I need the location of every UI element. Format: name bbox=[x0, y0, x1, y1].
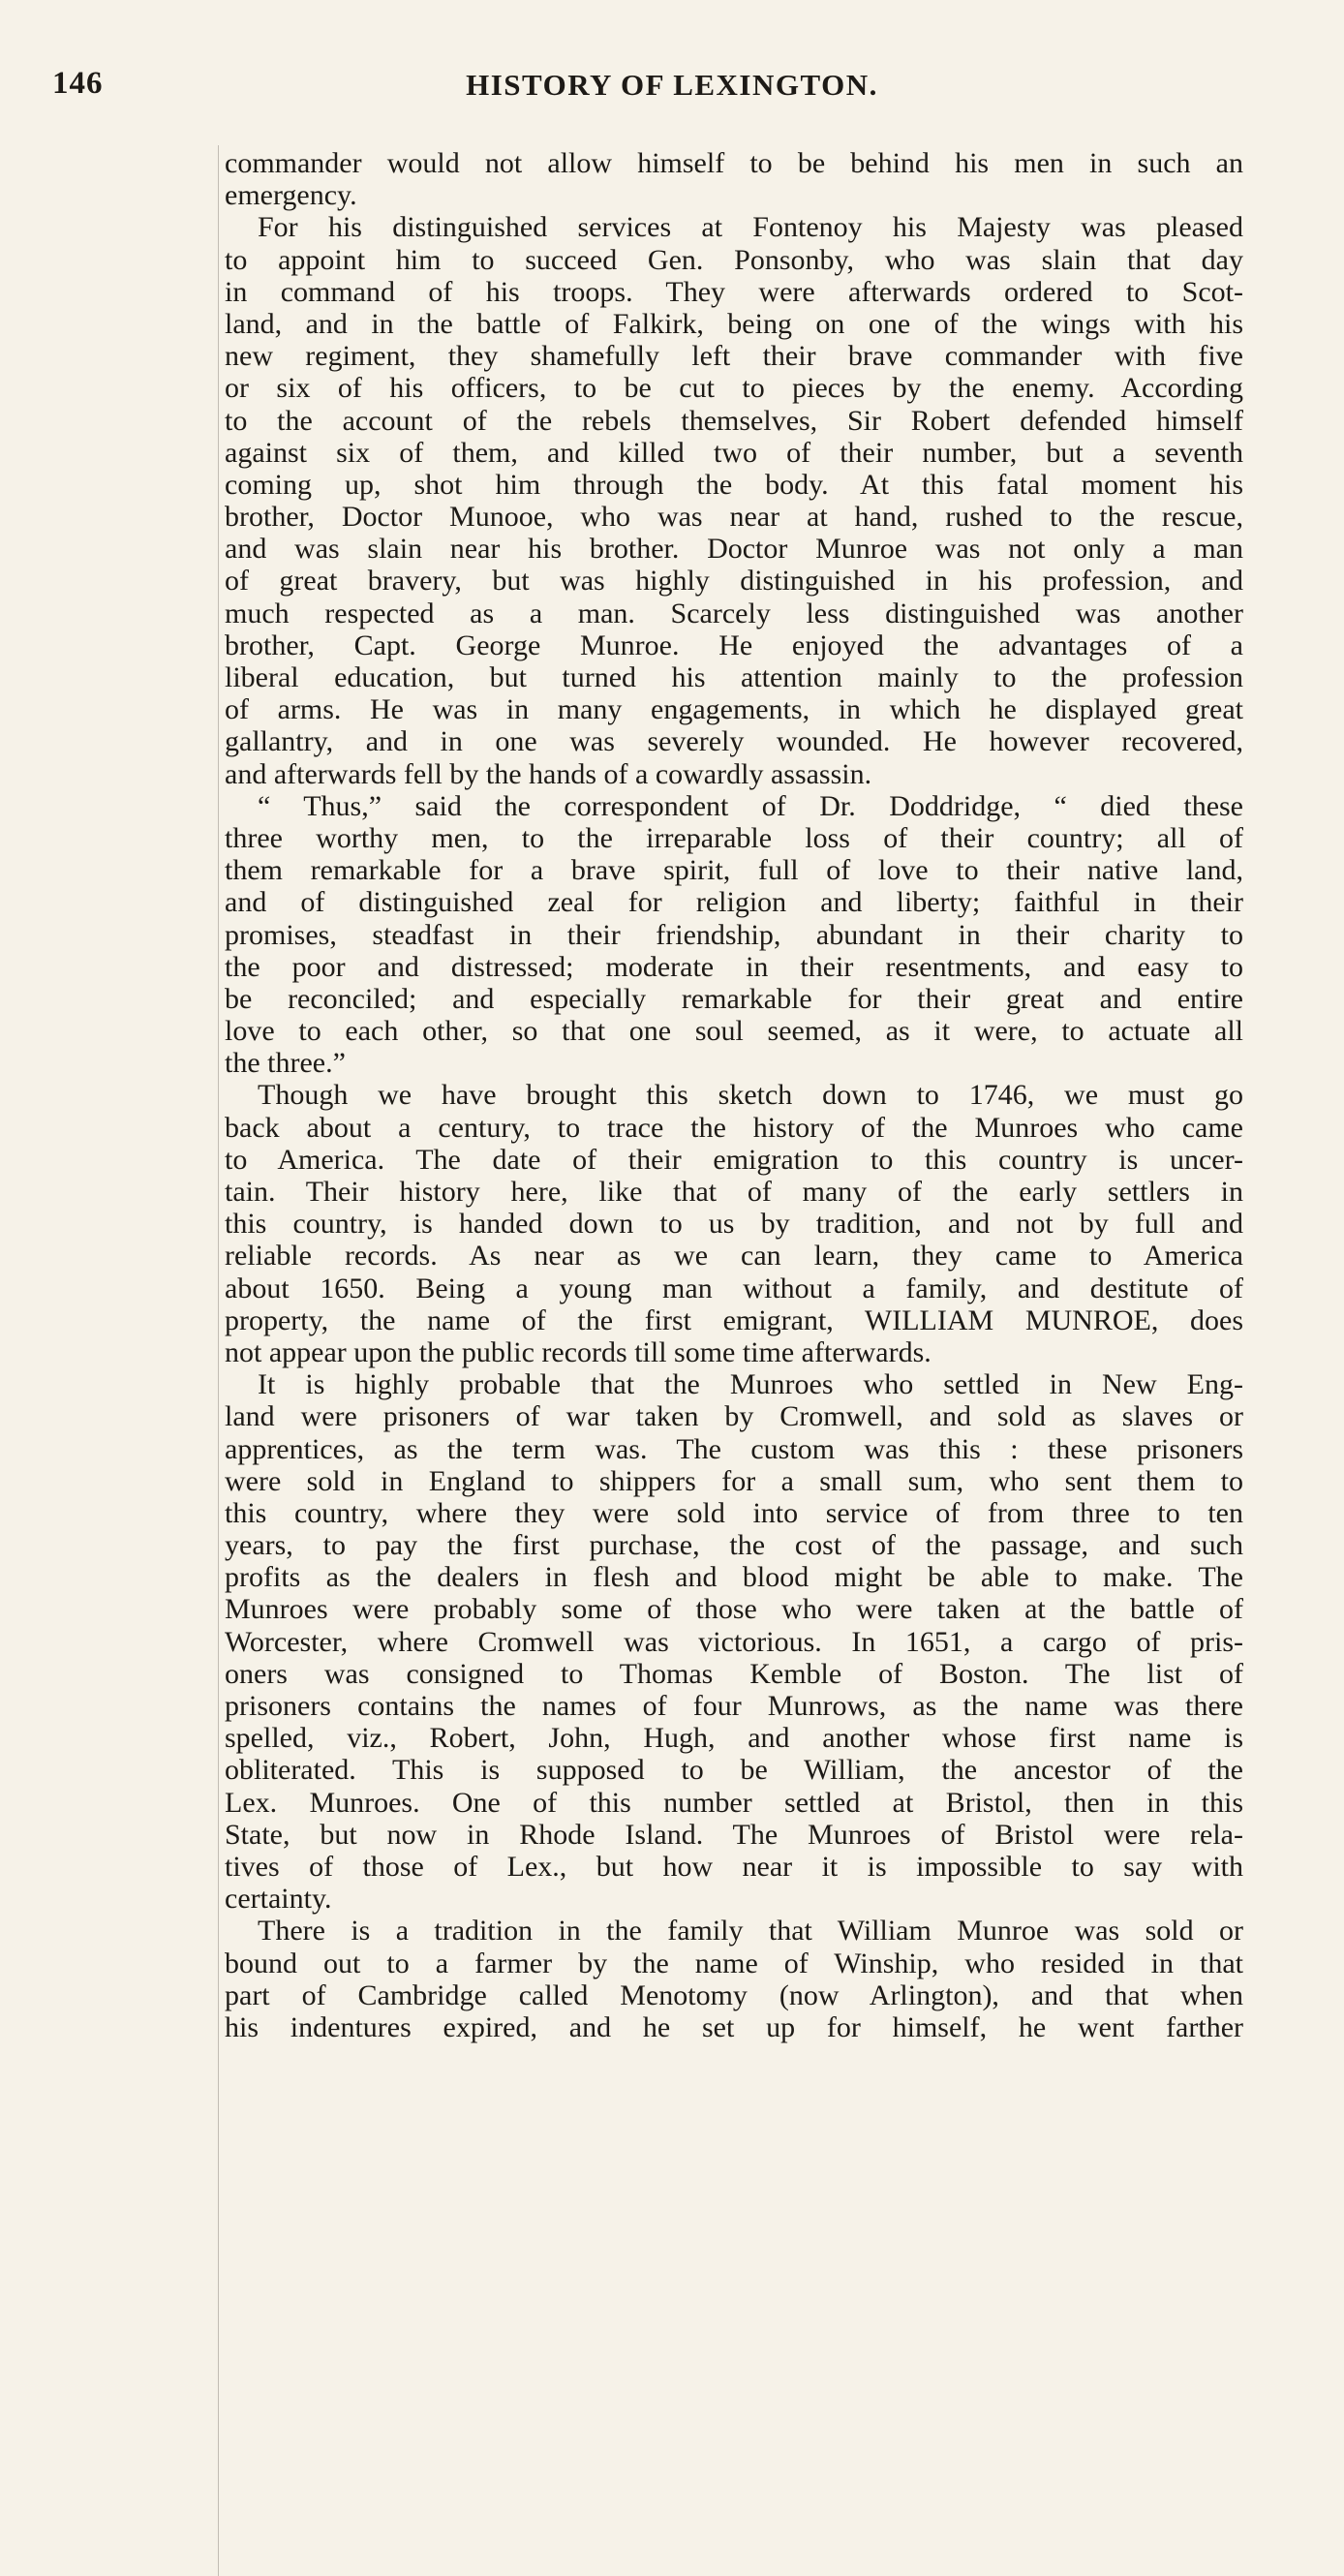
text-line: about 1650. Being a young man without a family, and destitute of bbox=[225, 1272, 1243, 1304]
text-line: obliterated. This is supposed to be William, the ancestor of the bbox=[225, 1754, 1243, 1787]
text-line: this country, is handed down to us by tradition, and not by full and bbox=[225, 1208, 1243, 1241]
text-line: them remarkable for a brave spirit, full of love to their native land, bbox=[225, 854, 1243, 887]
text-line: back about a century, to trace the history of the Munroes who came bbox=[225, 1111, 1243, 1144]
text-line: or six of his officers, to be cut to pieces by the enemy. According bbox=[225, 372, 1243, 405]
text-line: his indentures expired, and he set up for himself, he went farther bbox=[225, 2010, 1243, 2043]
text-line: this country, where they were sold into service of from three to ten bbox=[225, 1496, 1243, 1529]
text-line: State, but now in Rhode Island. The Munroes of Bristol were rela- bbox=[225, 1818, 1243, 1851]
text-line: bound out to a farmer by the name of Winship, who resided in that bbox=[225, 1947, 1243, 1979]
text-line: against six of them, and killed two of their number, but a seventh bbox=[225, 436, 1243, 469]
text-line: in command of his troops. They were afterwards ordered to Scot- bbox=[225, 275, 1243, 308]
text-line: three worthy men, to the irreparable loss of their country; all of bbox=[225, 821, 1243, 854]
text-line: Though we have brought this sketch down to 1746, we must go bbox=[258, 1079, 1243, 1112]
text-line: Worcester, where Cromwell was victorious. In 1651, a cargo of pris- bbox=[225, 1625, 1243, 1658]
text-line: tain. Their history here, like that of many of the early settlers in bbox=[225, 1176, 1243, 1208]
text-line: tives of those of Lex., but how near it is impossible to say with bbox=[225, 1850, 1243, 1883]
text-line: of arms. He was in many engagements, in which he displayed great bbox=[225, 693, 1243, 726]
text-line: There is a tradition in the family that William Munroe was sold or bbox=[258, 1915, 1243, 1947]
text-line: brother, Doctor Munooe, who was near at hand, rushed to the rescue, bbox=[225, 501, 1243, 534]
text-line: oners was consigned to Thomas Kemble of Boston. The list of bbox=[225, 1657, 1243, 1690]
text-line: much respected as a man. Scarcely less distinguished was another bbox=[225, 597, 1243, 629]
text-line: “ Thus,” said the correspondent of Dr. Doddridge, “ died these bbox=[258, 789, 1243, 822]
text-line: the poor and distressed; moderate in their resentments, and easy to bbox=[225, 950, 1243, 983]
text-line: For his distinguished services at Fontenoy his Majesty was pleased bbox=[258, 211, 1243, 244]
text-line: liberal education, but turned his attention mainly to the profession bbox=[225, 661, 1243, 693]
text-line: and afterwards fell by the hands of a cowardly assassin. bbox=[225, 757, 872, 790]
body-text bbox=[225, 147, 1243, 2043]
text-line: were sold in England to shippers for a small sum, who sent them to bbox=[225, 1464, 1243, 1497]
text-line: brother, Capt. George Munroe. He enjoyed the advantages of a bbox=[225, 629, 1243, 661]
text-line: apprentices, as the term was. The custom was this : these prisoners bbox=[225, 1432, 1243, 1465]
text-line: property, the name of the first emigrant, WILLIAM MUNROE, does bbox=[225, 1303, 1243, 1336]
text-line: part of Cambridge called Menotomy (now Arlington), and that when bbox=[225, 1978, 1243, 2011]
text-line: and of distinguished zeal for religion and liberty; faithful in their bbox=[225, 886, 1243, 919]
text-line: be reconciled; and especially remarkable for their great and entire bbox=[225, 982, 1243, 1015]
text-line: and was slain near his brother. Doctor Munroe was not only a man bbox=[225, 533, 1243, 566]
text-line: to the account of the rebels themselves, Sir Robert defended himself bbox=[225, 404, 1243, 437]
text-line: spelled, viz., Robert, John, Hugh, and another whose first name is bbox=[225, 1722, 1243, 1755]
text-line: land were prisoners of war taken by Cromwell, and sold as slaves or bbox=[225, 1400, 1243, 1433]
text-line: the three.” bbox=[225, 1047, 346, 1080]
text-line: land, and in the battle of Falkirk, being on one of the wings with his bbox=[225, 307, 1243, 340]
text-line: gallantry, and in one was severely wounded. He however recovered, bbox=[225, 725, 1243, 758]
running-head: HISTORY OF LEXINGTON. bbox=[466, 68, 878, 102]
text-line: love to each other, so that one soul seemed, as it were, to actuate all bbox=[225, 1015, 1243, 1048]
text-line: to appoint him to succeed Gen. Ponsonby, who was slain that day bbox=[225, 243, 1243, 276]
text-line: It is highly probable that the Munroes who settled in New Eng- bbox=[258, 1368, 1243, 1401]
page-number: 146 bbox=[52, 66, 104, 101]
text-line: to America. The date of their emigration to this country is uncer- bbox=[225, 1143, 1243, 1176]
text-line: promises, steadfast in their friendship, abundant in their charity to bbox=[225, 918, 1243, 951]
text-line: commander would not allow himself to be behind his men in such an bbox=[225, 147, 1243, 179]
text-line: of great bravery, but was highly distinguished in his profession, and bbox=[225, 565, 1243, 598]
text-line: coming up, shot him through the body. At this fatal moment his bbox=[225, 468, 1243, 501]
text-line: Munroes were probably some of those who were taken at the battle of bbox=[225, 1593, 1243, 1626]
text-line: Lex. Munroes. One of this number settled at Bristol, then in this bbox=[225, 1786, 1243, 1819]
text-line: profits as the dealers in flesh and blood might be able to make. The bbox=[225, 1561, 1243, 1594]
gutter-line bbox=[218, 145, 219, 2576]
text-line: certainty. bbox=[225, 1883, 332, 1916]
text-line: emergency. bbox=[225, 179, 357, 212]
text-line: reliable records. As near as we can learn, they came to America bbox=[225, 1240, 1243, 1273]
text-line: prisoners contains the names of four Munrows, as the name was there bbox=[225, 1690, 1243, 1722]
text-line: new regiment, they shamefully left their brave commander with five bbox=[225, 340, 1243, 373]
text-line: years, to pay the first purchase, the cost of the passage, and such bbox=[225, 1529, 1243, 1562]
text-line: not appear upon the public records till some time afterwards. bbox=[225, 1335, 932, 1368]
